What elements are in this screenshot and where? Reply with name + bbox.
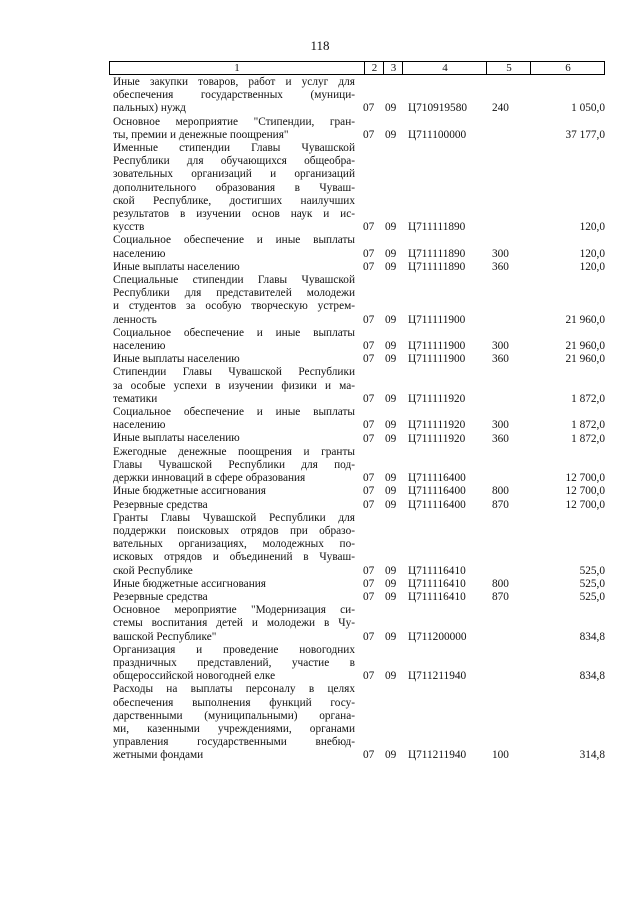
table-row (0, 261, 640, 274)
cell-c2: 07 (363, 353, 375, 366)
cell-c3: 09 (385, 260, 397, 273)
row-description (113, 512, 355, 578)
row-description (113, 76, 355, 116)
row-description (113, 234, 355, 260)
cell-c3: 09 (385, 577, 397, 590)
cell-c3: 09 (385, 419, 397, 432)
cell-c5: 800 (492, 485, 509, 498)
cell-c6: 12 700,0 (565, 472, 605, 485)
cell-c6: 834,8 (579, 670, 605, 683)
description-line: Социальное обеспечение и иные выплаты (113, 326, 355, 339)
description-line: дарственными (муниципальными) органа- (113, 709, 355, 722)
cell-c5: 300 (492, 247, 509, 260)
description-line: Иные выплаты населению (113, 432, 240, 445)
cell-c2: 07 (363, 102, 375, 115)
row-description (113, 604, 355, 644)
description-line: тематики (113, 392, 158, 405)
cell-c6: 1 050,0 (571, 102, 605, 115)
description-line: праздничных представлений, участие в (113, 656, 355, 669)
table-row (0, 683, 640, 762)
row-description (113, 578, 355, 591)
cell-c4: Ц711116410 (408, 577, 466, 590)
cell-c3: 09 (385, 102, 397, 115)
table-row (0, 485, 640, 498)
cell-c3: 09 (385, 630, 397, 643)
description-line: результатов в изучении основ наук и ис- (113, 208, 355, 221)
description-line: Расходы на выплаты персоналу в целях (113, 683, 355, 696)
cell-c2: 07 (363, 485, 375, 498)
cell-c6: 525,0 (579, 577, 605, 590)
description-line: стемы воспитания детей и молодежи в Чу- (113, 617, 355, 630)
cell-c5: 360 (492, 353, 509, 366)
description-line: ской Республике, достигших наилучших (113, 194, 355, 207)
header-col-5: 5 (486, 62, 531, 74)
cell-c4: Ц711116400 (408, 472, 466, 485)
description-line: населению (113, 340, 166, 353)
cell-c4: Ц711116400 (408, 485, 466, 498)
cell-c3: 09 (385, 313, 397, 326)
cell-c5: 870 (492, 590, 509, 603)
description-line: населению (113, 247, 166, 260)
cell-c6: 21 960,0 (565, 353, 605, 366)
description-line: ленность (113, 313, 157, 326)
row-description (113, 142, 355, 234)
cell-c4: Ц711111890 (408, 221, 466, 234)
description-line: Резервные средства (113, 498, 208, 511)
cell-c4: Ц711111900 (408, 313, 466, 326)
header-col-6: 6 (530, 62, 605, 74)
header-col-3: 3 (383, 62, 403, 74)
cell-c2: 07 (363, 128, 375, 141)
description-line: кусств (113, 221, 145, 234)
cell-c6: 120,0 (579, 260, 605, 273)
description-line: вательных организациях, молодежных по- (113, 538, 355, 551)
description-line: Главы Чувашской Республики для под- (113, 458, 355, 471)
description-line: Основное мероприятие "Модернизация си- (113, 604, 355, 617)
row-description (113, 327, 355, 353)
description-line: Именные стипендии Главы Чувашской (113, 142, 355, 155)
table-row (0, 366, 640, 406)
cell-c2: 07 (363, 630, 375, 643)
cell-c3: 09 (385, 432, 397, 445)
cell-c5: 100 (492, 749, 509, 762)
description-line: поддержки поисковых отрядов при образо- (113, 524, 355, 537)
description-line: Иные выплаты населению (113, 353, 240, 366)
cell-c6: 12 700,0 (565, 485, 605, 498)
row-description (113, 683, 355, 762)
budget-table-body (0, 76, 640, 763)
row-description (113, 406, 355, 432)
cell-c4: Ц711116400 (408, 498, 466, 511)
description-line: Иные выплаты населению (113, 260, 240, 273)
table-row (0, 591, 640, 604)
cell-c4: Ц711111900 (408, 340, 466, 353)
table-row (0, 274, 640, 327)
description-line: Иные бюджетные ассигнования (113, 485, 266, 498)
row-description (113, 261, 355, 274)
cell-c4: Ц711116410 (408, 590, 466, 603)
cell-c3: 09 (385, 128, 397, 141)
cell-c4: Ц711100000 (408, 128, 467, 141)
row-description (113, 446, 355, 486)
row-description (113, 485, 355, 498)
description-line: Иные закупки товаров, работ и услуг для (113, 76, 355, 88)
table-row (0, 446, 640, 486)
cell-c3: 09 (385, 498, 397, 511)
cell-c2: 07 (363, 749, 375, 762)
cell-c4: Ц710919580 (408, 102, 467, 115)
table-row (0, 499, 640, 512)
description-line: Специальные стипендии Главы Чувашской (113, 274, 355, 287)
cell-c2: 07 (363, 260, 375, 273)
table-header (109, 61, 605, 75)
cell-c6: 525,0 (579, 564, 605, 577)
cell-c5: 300 (492, 419, 509, 432)
cell-c5: 360 (492, 260, 509, 273)
cell-c2: 07 (363, 577, 375, 590)
cell-c2: 07 (363, 419, 375, 432)
header-col-2: 2 (364, 62, 384, 74)
description-line: Иные бюджетные ассигнования (113, 577, 266, 590)
cell-c6: 120,0 (579, 247, 605, 260)
cell-c4: Ц711116410 (408, 564, 466, 577)
cell-c5: 240 (492, 102, 509, 115)
description-line: обеспечения выполнения функций госу- (113, 696, 355, 709)
description-line: ской Республике (113, 564, 193, 577)
cell-c6: 1 872,0 (571, 419, 605, 432)
description-line: ты, премии и денежные поощрения" (113, 128, 289, 141)
description-line: исковых отрядов и объединений в Чуваш- (113, 551, 355, 564)
cell-c4: Ц711111920 (408, 392, 466, 405)
cell-c3: 09 (385, 749, 397, 762)
cell-c3: 09 (385, 564, 397, 577)
description-line: и студентов за особую творческую устрем- (113, 300, 355, 313)
description-line: обеспечения государственных (муници- (113, 89, 355, 102)
table-row (0, 578, 640, 591)
table-row (0, 604, 640, 644)
description-line: Резервные средства (113, 590, 208, 603)
cell-c4: Ц711111920 (408, 419, 466, 432)
header-col-4: 4 (402, 62, 487, 74)
row-description (113, 366, 355, 406)
table-row (0, 234, 640, 260)
description-line: Ежегодные денежные поощрения и гранты (113, 445, 355, 458)
row-description (113, 591, 355, 604)
row-description (113, 499, 355, 512)
description-line: ми, казенными учреждениями, органами (113, 722, 355, 735)
description-line: Основное мероприятие "Стипендии, гран- (113, 115, 355, 128)
table-row (0, 406, 640, 432)
cell-c3: 09 (385, 247, 397, 260)
table-row (0, 327, 640, 353)
cell-c2: 07 (363, 670, 375, 683)
table-row (0, 142, 640, 234)
row-description (113, 644, 355, 684)
table-row (0, 116, 640, 142)
cell-c4: Ц711111890 (408, 247, 466, 260)
description-line: дополнительного образования в Чуваш- (113, 181, 355, 194)
row-description (113, 274, 355, 327)
cell-c3: 09 (385, 472, 397, 485)
description-line: Организация и проведение новогодних (113, 643, 355, 656)
description-line: управления государственными внебюд- (113, 736, 355, 749)
table-row (0, 432, 640, 445)
cell-c5: 300 (492, 340, 509, 353)
cell-c5: 800 (492, 577, 509, 590)
cell-c3: 09 (385, 485, 397, 498)
description-line: за особые успехи в изучении физики и ма- (113, 379, 355, 392)
cell-c3: 09 (385, 590, 397, 603)
table-row (0, 353, 640, 366)
cell-c5: 360 (492, 432, 509, 445)
cell-c4: Ц711211940 (408, 670, 467, 683)
cell-c4: Ц711111900 (408, 353, 466, 366)
description-line: Гранты Главы Чувашской Республики для (113, 511, 355, 524)
description-line: вашской Республике" (113, 630, 217, 643)
cell-c3: 09 (385, 221, 397, 234)
description-line: Республики для обучающихся общеобра- (113, 155, 355, 168)
description-line: Социальное обеспечение и иные выплаты (113, 406, 355, 419)
description-line: зовательных организаций и организаций (113, 168, 355, 181)
cell-c2: 07 (363, 247, 375, 260)
cell-c4: Ц711200000 (408, 630, 467, 643)
cell-c6: 525,0 (579, 590, 605, 603)
cell-c5: 870 (492, 498, 509, 511)
cell-c6: 21 960,0 (565, 313, 605, 326)
cell-c6: 37 177,0 (565, 128, 605, 141)
cell-c4: Ц711111920 (408, 432, 466, 445)
cell-c2: 07 (363, 340, 375, 353)
cell-c2: 07 (363, 472, 375, 485)
description-line: общероссийской новогодней елке (113, 670, 276, 683)
cell-c6: 1 872,0 (571, 392, 605, 405)
cell-c6: 834,8 (579, 630, 605, 643)
cell-c4: Ц711211940 (408, 749, 467, 762)
description-line: населению (113, 419, 166, 432)
row-description (113, 353, 355, 366)
cell-c3: 09 (385, 353, 397, 366)
table-row (0, 512, 640, 578)
description-line: жетными фондами (113, 749, 204, 762)
cell-c2: 07 (363, 432, 375, 445)
cell-c6: 1 872,0 (571, 432, 605, 445)
table-row (0, 644, 640, 684)
cell-c2: 07 (363, 221, 375, 234)
row-description (113, 116, 355, 142)
cell-c2: 07 (363, 313, 375, 326)
cell-c6: 21 960,0 (565, 340, 605, 353)
cell-c6: 12 700,0 (565, 498, 605, 511)
description-line: пальных) нужд (113, 102, 186, 115)
page-number: 118 (310, 38, 330, 53)
cell-c2: 07 (363, 590, 375, 603)
description-line: держки инноваций в сфере образования (113, 472, 306, 485)
cell-c2: 07 (363, 498, 375, 511)
description-line: Стипендии Главы Чувашской Республики (113, 366, 355, 379)
cell-c3: 09 (385, 340, 397, 353)
cell-c4: Ц711111890 (408, 260, 466, 273)
cell-c3: 09 (385, 670, 397, 683)
header-col-1: 1 (234, 62, 240, 74)
cell-c3: 09 (385, 392, 397, 405)
description-line: Социальное обеспечение и иные выплаты (113, 234, 355, 247)
description-line: Республики для представителей молодежи (113, 287, 355, 300)
cell-c6: 120,0 (579, 221, 605, 234)
cell-c2: 07 (363, 564, 375, 577)
cell-c2: 07 (363, 392, 375, 405)
table-row (0, 76, 640, 116)
row-description (113, 432, 355, 445)
cell-c6: 314,8 (579, 749, 605, 762)
